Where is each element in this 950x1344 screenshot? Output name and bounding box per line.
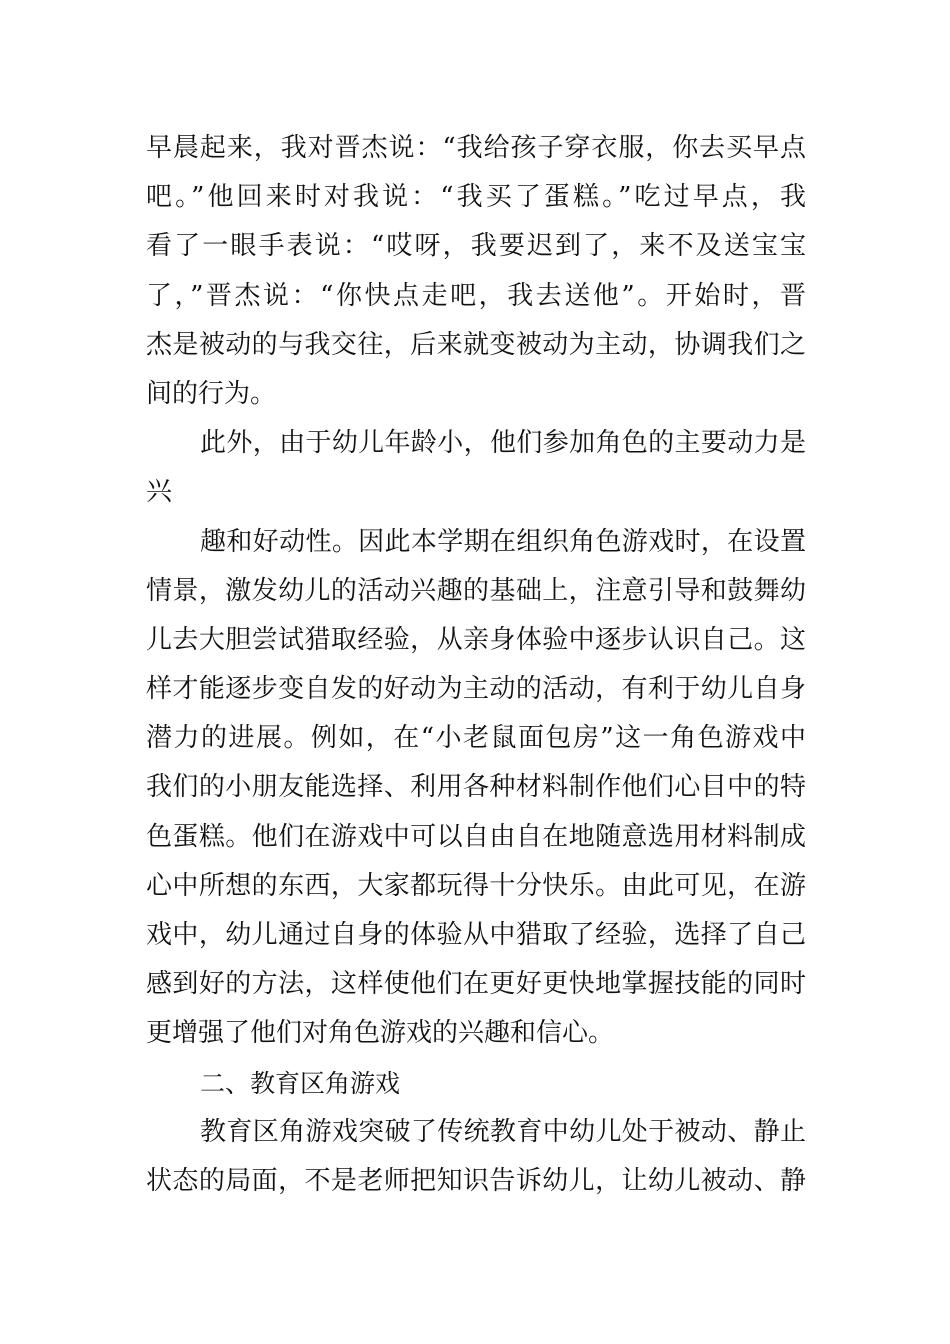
text-line: 样才能逐步变自发的好动为主动的活动，有利于幼儿自身 [146, 674, 806, 705]
text-line: 此外，由于幼儿年龄小，他们参加角色的主要动力是 [200, 428, 806, 459]
text-line: 心中所想的东西，大家都玩得十分快乐。由此可见，在游 [146, 870, 806, 901]
text-line: 了，”晋杰说：“你快点走吧，我去送他”。开始时，晋 [146, 280, 806, 311]
text-line: 感到好的方法，这样使他们在更好更快地掌握技能的同时 [146, 969, 806, 1000]
body-text [146, 124, 806, 1206]
text-line: 吧。”他回来时对我说：“我买了蛋糕。”吃过早点，我 [146, 182, 806, 213]
text-line: 兴 [146, 477, 173, 508]
text-line: 状态的局面，不是老师把知识告诉幼儿，让幼儿被动、静 [146, 1165, 806, 1196]
text-line: 趣和好动性。因此本学期在组织角色游戏时，在设置 [200, 526, 806, 557]
text-line: 更增强了他们对角色游戏的兴趣和信心。 [146, 1018, 615, 1049]
text-line: 戏中，幼儿通过自身的体验从中猎取了经验，选择了自己 [146, 920, 806, 950]
text-line: 情景，激发幼儿的活动兴趣的基础上，注意引导和鼓舞幼 [146, 575, 806, 606]
text-line: 看了一眼手表说：“哎呀，我要迟到了，来不及送宝宝 [146, 231, 806, 262]
text-line: 杰是被动的与我交往，后来就变被动为主动，协调我们之 [146, 329, 806, 360]
text-line: 潜力的进展。例如，在“小老鼠面包房”这一角色游戏中 [146, 723, 806, 754]
section-heading: 二、教育区角游戏 [200, 1068, 401, 1098]
text-line: 间的行为。 [146, 378, 277, 409]
text-line: 教育区角游戏突破了传统教育中幼儿处于被动、静止 [200, 1116, 806, 1147]
text-line: 色蛋糕。他们在游戏中可以自由自在地随意选用材料制成 [146, 821, 806, 852]
text-line: 我们的小朋友能选择、利用各种材料制作他们心目中的特 [146, 772, 806, 803]
text-line: 儿去大胆尝试猎取经验，从亲身体验中逐步认识自己。这 [146, 624, 806, 655]
text-line: 早晨起来，我对晋杰说：“我给孩子穿衣服，你去买早点 [146, 133, 806, 163]
